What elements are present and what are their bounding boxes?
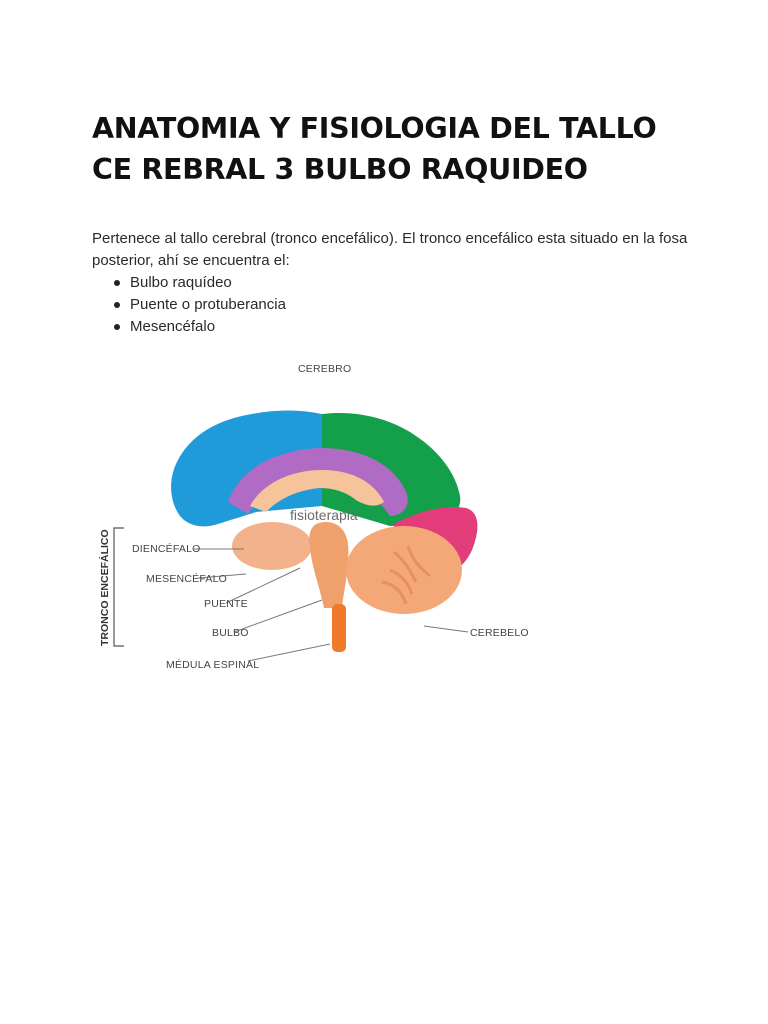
list-item: Puente o protuberancia [92,294,286,316]
label-bulbo: BULBO [212,627,249,639]
diencephalon [232,522,312,570]
label-cerebelo: CEREBELO [470,627,529,639]
brain-illustration [94,356,540,680]
label-diencefalo: DIENCÉFALO [132,543,201,555]
label-puente: PUENTE [204,598,248,610]
list-item: Bulbo raquídeo [92,272,286,294]
watermark-text: fisioterapia [290,507,358,523]
label-medula: MÉDULA ESPINAL [166,659,260,671]
label-tronco: TRONCO ENCEFÁLICO [99,529,111,646]
intro-paragraph: Pertenece al tallo cerebral (tronco encefálico). El tronco encefálico esta situado en la fosa posterior, ahí se encuentra el: [92,230,688,269]
tronco-bracket [114,528,124,646]
label-mesencefalo: MESENCÉFALO [146,573,227,585]
brainstem [309,522,348,608]
spinal-cord [332,604,346,652]
label-cerebro: CEREBRO [298,363,352,375]
list-item: Mesencéfalo [92,316,286,338]
brainstem-parts-list [92,272,286,338]
page-title: ANATOMIA Y FISIOLOGIA DEL TALLO CE REBRAL 3 BULBO RAQUIDEO [92,112,657,186]
brain-diagram [94,356,540,680]
